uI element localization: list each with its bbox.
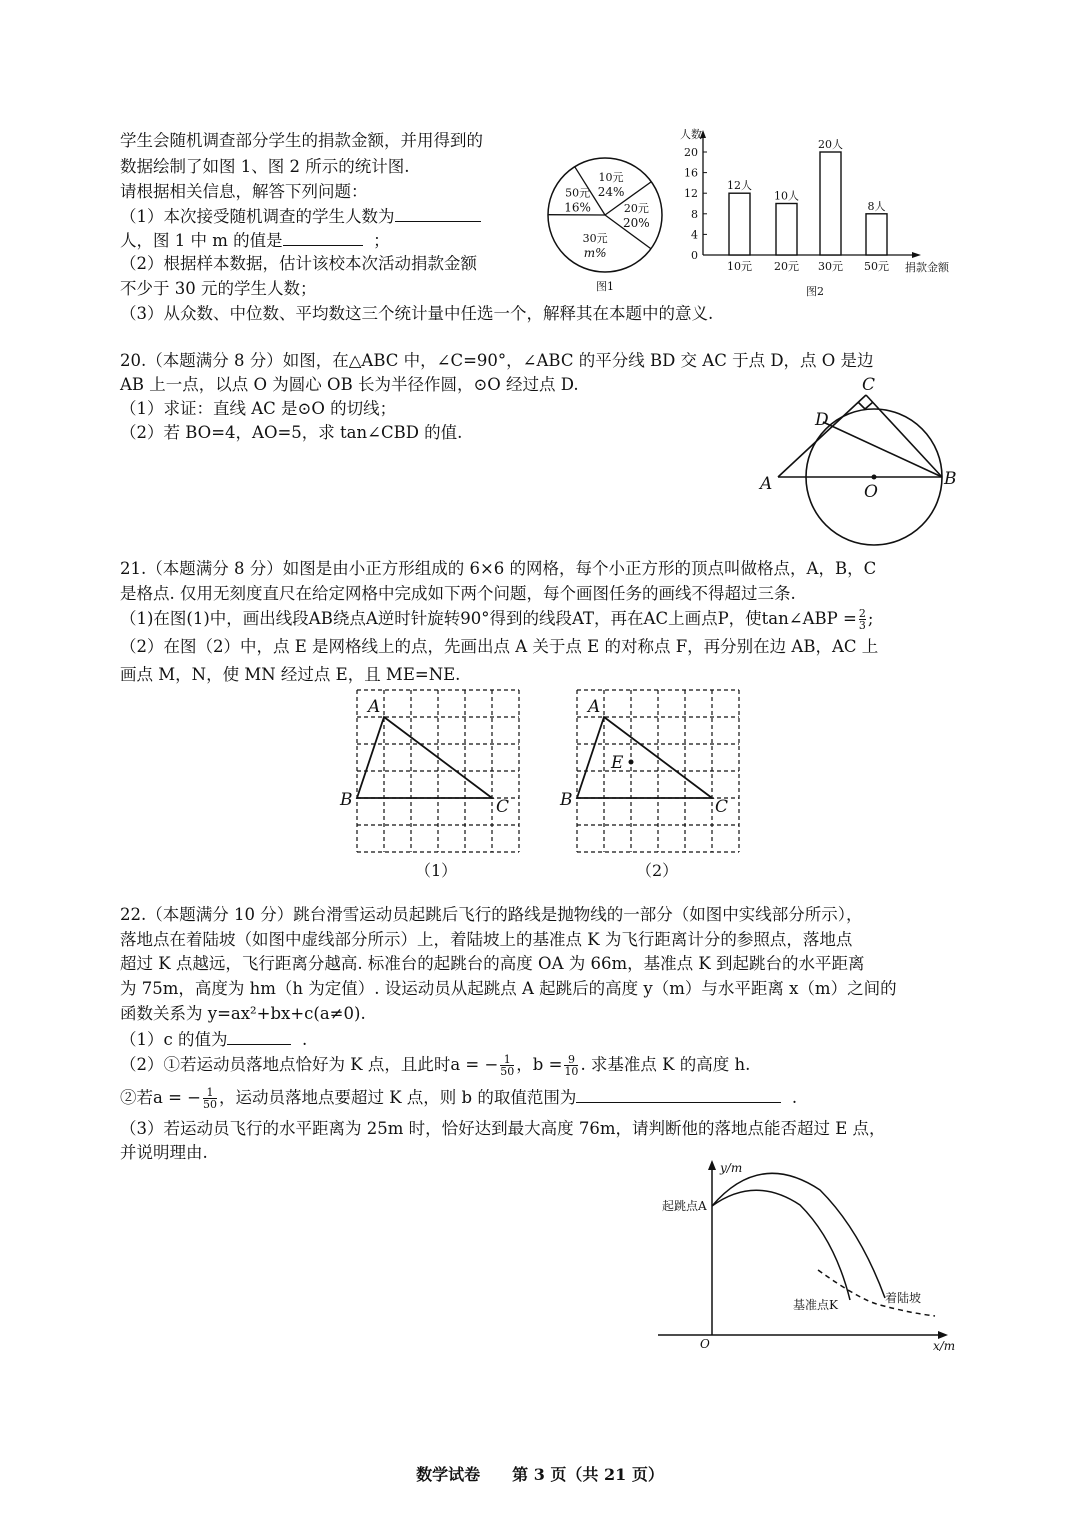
grid-figure-2 — [577, 690, 739, 852]
denominator: 50 — [500, 1065, 515, 1078]
numerator: 1 — [500, 1054, 514, 1066]
text: （1)在图(1)中，画出线段AB绕点A逆时针旋转90°得到的线段AT，再在AC上画点P，使tan∠ABP = — [120, 609, 857, 628]
q22-line: 超过 K 点越远，飞行距离分越高. 标准台的起跳台的高度 OA 为 66m，基准点 K 到起跳台的水平距离 — [120, 954, 865, 973]
y-tick-label: 16 — [684, 166, 698, 180]
trajectory-inner — [712, 1190, 850, 1300]
bar — [820, 152, 841, 255]
q20-line: （1）求证：直线 AC 是⊙O 的切线； — [120, 399, 397, 418]
k-point-label: 基准点K — [793, 1298, 838, 1312]
q21-line: 21.（本题满分 8 分）如图是由小正方形组成的 6×6 的网格，每个小正方形的顶点叫做格点，A，B，C — [120, 559, 877, 578]
pie-slice-label: 20元 — [623, 202, 649, 216]
pie-slice-value: 16% — [564, 200, 591, 215]
y-tick-label: 0 — [691, 249, 698, 262]
y-tick-label: 12 — [684, 187, 698, 201]
grid2-label-a: A — [588, 697, 601, 717]
pie-slice-label: 10元 — [598, 171, 624, 185]
text: ; — [867, 609, 874, 628]
bar-title: 图2 — [806, 285, 824, 298]
q22-line: 为 75m，高度为 hm（h 为定值）. 设运动员从起跳点 A 起跳后的高度 y（m）与水平距离 x（m）之间的 — [120, 979, 897, 998]
x-arrow-icon — [938, 1331, 948, 1339]
label-a: A — [760, 474, 773, 494]
pie-slice-value: 20% — [623, 216, 650, 231]
bar — [729, 193, 750, 255]
grid1-label-b: B — [340, 790, 353, 810]
grid1-label-a: A — [368, 697, 381, 717]
grid1-label-c: C — [496, 797, 510, 817]
x-tick-label: 20元 — [774, 260, 799, 273]
page-footer: 数学试卷 第 3 页（共 21 页） — [416, 1465, 664, 1484]
numerator: 2 — [858, 607, 866, 620]
pie-slice-value: 24% — [597, 185, 625, 200]
pie-title: 图1 — [596, 280, 614, 293]
y-tick-label: 20 — [684, 146, 698, 159]
numerator: 9 — [564, 1054, 578, 1066]
text: . — [791, 1088, 798, 1107]
fraction — [203, 1087, 217, 1110]
label-d: D — [815, 410, 829, 430]
text: （1）本次接受随机调查的学生人数为 — [120, 207, 395, 226]
right-angle-mark — [858, 402, 873, 409]
q21-part2: （2）在图（2）中，点 E 是网格线上的点，先画出点 A 关于点 E 的对称点 F，再分别在边 AB，AC 上 — [120, 637, 879, 656]
grid2-label-b: B — [560, 790, 573, 810]
label-b: B — [944, 469, 957, 489]
x-axis-label: x/m — [933, 1339, 956, 1353]
bar-chart — [684, 130, 921, 273]
text: 人，图 1 中 m 的值是 — [120, 231, 283, 250]
bar — [776, 204, 797, 256]
y-arrow-icon — [708, 1160, 716, 1170]
grid-figure-1 — [357, 690, 519, 852]
pie-slice-value: m% — [583, 245, 607, 260]
bar-data-label: 8人 — [867, 199, 886, 213]
trajectory-outer — [712, 1173, 885, 1298]
grid2-label-e: E — [611, 753, 624, 773]
q20-line: （2）若 BO=4，AO=5，求 tan∠CBD 的值. — [120, 423, 463, 442]
bar-data-label: 10人 — [774, 189, 799, 203]
q20-line: 20.（本题满分 8 分）如图，在△ABC 中，∠C=90°，∠ABC 的平分线 BD 交 AC 于点 D，点 O 是边 — [120, 351, 874, 370]
q22-part2 — [120, 1054, 750, 1077]
q19-part2: （2）根据样本数据，估计该校本次活动捐款金额 — [120, 254, 477, 273]
x-tick-label: 30元 — [818, 260, 843, 273]
q20-line: AB 上一点，以点 O 为圆心 OB 长为半径作圆，⊙O 经过点 D. — [120, 375, 579, 394]
text: （2）①若运动员落地点恰好为 K 点，且此时a = − — [120, 1055, 499, 1074]
q21-part2b: 画点 M，N，使 MN 经过点 E，且 ME=NE. — [120, 665, 461, 684]
segment-cb — [866, 395, 942, 477]
q19-line: 学生会随机调查部分学生的捐款金额，并用得到的 — [120, 131, 483, 150]
pie-slice-label: 50元 — [565, 186, 591, 200]
origin-label: O — [700, 1337, 710, 1351]
q21-line: 是格点. 仅用无刻度直尺在给定网格中完成如下两个问题，每个画图任务的画线不得超过三条. — [120, 584, 796, 603]
text: ； — [373, 231, 390, 250]
bar-ylabel: 人数 — [680, 128, 702, 141]
label-c: C — [862, 375, 876, 395]
center-point — [872, 475, 877, 480]
text: . — [301, 1030, 308, 1049]
x-arrow-icon — [912, 252, 921, 258]
fraction — [564, 1054, 578, 1077]
text: ②若a = − — [120, 1088, 201, 1107]
denominator: 50 — [202, 1098, 217, 1111]
q19-line: 数据绘制了如图 1、图 2 所示的统计图. — [120, 157, 410, 176]
q22-line: 22.（本题满分 10 分）跳台滑雪运动员起跳后飞行的路线是抛物线的一部分（如图中实线部分所示）， — [120, 905, 863, 924]
pie-chart — [548, 158, 662, 272]
bar-data-label: 20人 — [818, 138, 843, 151]
q22-line: 函数关系为 y=ax²+bx+c(a≠0). — [120, 1004, 366, 1023]
bar-data-label: 12人 — [727, 179, 752, 193]
fraction — [859, 608, 866, 631]
triangle-abc — [357, 717, 492, 798]
y-tick-label: 8 — [691, 207, 698, 221]
slope-label: 着陆坡 — [885, 1291, 922, 1305]
numerator: 1 — [203, 1087, 217, 1099]
point-e — [629, 760, 634, 765]
q22-part2b — [120, 1086, 797, 1110]
takeoff-label: 起跳点A — [662, 1199, 707, 1213]
geometry-figure-q20 — [778, 395, 942, 545]
q22-line: 落地点在着陆坡（如图中虚线部分所示）上，着陆坡上的基准点 K 为飞行距离计分的参照点，落地点 — [120, 930, 853, 949]
q21-part1 — [120, 608, 873, 631]
q19-part3: （3）从众数、中位数、平均数这三个统计量中任选一个，解释其在本题中的意义. — [120, 304, 714, 323]
q19-line: 请根据相关信息，解答下列问题： — [120, 182, 368, 201]
answer-blank — [227, 1028, 291, 1045]
label-o: O — [864, 482, 878, 502]
text: . 求基准点 K 的高度 h. — [580, 1055, 751, 1074]
text: ，b = — [516, 1055, 563, 1074]
triangle-abc — [577, 717, 712, 798]
fig2-caption: （2） — [636, 861, 679, 880]
denominator: 3 — [858, 619, 866, 632]
q22-part3: （3）若运动员飞行的水平距离为 25m 时，恰好达到最大高度 76m，请判断他的落地点能否超过 E 点， — [120, 1119, 886, 1138]
pie-slice-label: 30元 — [582, 231, 608, 245]
bar — [866, 214, 887, 255]
grid2-label-c: C — [715, 797, 729, 817]
q19-part2b: 不少于 30 元的学生人数； — [120, 279, 317, 298]
q22-part3b: 并说明理由. — [120, 1143, 208, 1162]
x-tick-label: 10元 — [727, 260, 752, 273]
y-tick-label: 4 — [691, 228, 698, 242]
denominator: 10 — [564, 1065, 579, 1078]
fig1-caption: （1） — [415, 861, 458, 880]
x-tick-label: 50元 — [864, 260, 889, 273]
answer-blank — [576, 1086, 781, 1103]
text: ，运动员落地点要超过 K 点，则 b 的取值范围为 — [218, 1088, 577, 1107]
text: （1）c 的值为 — [120, 1030, 228, 1049]
y-axis-label: y/m — [720, 1161, 743, 1175]
q22-part1 — [120, 1028, 307, 1051]
fraction — [500, 1054, 514, 1077]
bar-xlabel: 捐款金额 — [905, 261, 949, 274]
